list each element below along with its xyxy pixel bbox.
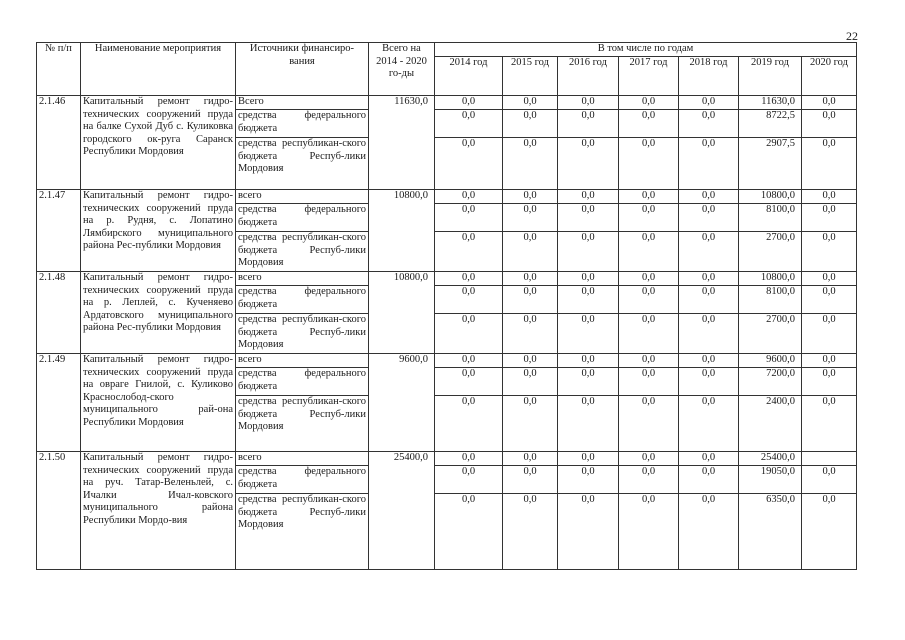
year-value: 0,0	[802, 96, 857, 110]
year-value: 0,0	[802, 368, 857, 396]
year-value: 0,0	[802, 466, 857, 494]
year-value: 2907,5	[739, 138, 802, 190]
year-value: 0,0	[802, 138, 857, 190]
year-value: 0,0	[435, 110, 503, 138]
year-value: 0,0	[679, 286, 739, 314]
header-name: Наименование мероприятия	[81, 43, 236, 96]
funding-source: средства республикан-ского бюджета Респуб-лики Мордовия	[236, 314, 369, 354]
year-value: 0,0	[802, 110, 857, 138]
year-value: 0,0	[679, 452, 739, 466]
year-value: 0,0	[619, 232, 679, 272]
year-value: 0,0	[558, 190, 619, 204]
funding-source: средства федерального бюджета	[236, 466, 369, 494]
year-value: 0,0	[435, 138, 503, 190]
funding-source: всего	[236, 272, 369, 286]
year-value: 0,0	[558, 494, 619, 570]
funding-source: всего	[236, 354, 369, 368]
year-value: 0,0	[435, 204, 503, 232]
year-value: 0,0	[503, 138, 558, 190]
year-value: 0,0	[503, 368, 558, 396]
header-total: Всего на 2014 - 2020 го-ды	[369, 43, 435, 96]
row-number: 2.1.47	[37, 190, 81, 272]
table-row	[37, 190, 857, 204]
year-value: 0,0	[802, 190, 857, 204]
measure-name: Капитальный ремонт гидро-технических сооружений пруда на р. Рудня, с. Лопатино Лямбирского муниципального района Рес-публики Мордовия	[81, 190, 236, 272]
year-value: 0,0	[435, 466, 503, 494]
header-num: № п/п	[37, 43, 81, 96]
year-value: 8100,0	[739, 204, 802, 232]
year-value: 2700,0	[739, 314, 802, 354]
year-value: 0,0	[435, 452, 503, 466]
funding-source: средства федерального бюджета	[236, 204, 369, 232]
year-value: 0,0	[679, 138, 739, 190]
year-value: 9600,0	[739, 354, 802, 368]
year-value: 0,0	[619, 110, 679, 138]
year-value: 0,0	[435, 314, 503, 354]
year-value: 0,0	[558, 96, 619, 110]
total-value: 11630,0	[369, 96, 435, 190]
year-value: 0,0	[679, 272, 739, 286]
year-value: 0,0	[503, 190, 558, 204]
year-value: 0,0	[503, 286, 558, 314]
year-value: 0,0	[503, 452, 558, 466]
year-value: 0,0	[558, 396, 619, 452]
year-value: 0,0	[503, 466, 558, 494]
header-year: 2017 год	[619, 56, 679, 95]
table-row	[37, 272, 857, 286]
year-value: 0,0	[619, 314, 679, 354]
header-source: Источники финансиро-вания	[236, 43, 369, 96]
header-year: 2018 год	[679, 56, 739, 95]
year-value: 0,0	[558, 286, 619, 314]
year-value: 0,0	[679, 368, 739, 396]
year-value: 0,0	[619, 396, 679, 452]
year-value: 0,0	[558, 272, 619, 286]
measure-name: Капитальный ремонт гидро-технических сооружений пруда на р. Леплей, с. Кученяево Ардатовского муниципального района Рес-публики Мордовия	[81, 272, 236, 354]
year-value: 0,0	[503, 272, 558, 286]
funding-source: средства федерального бюджета	[236, 286, 369, 314]
funding-source: всего	[236, 452, 369, 466]
year-value: 0,0	[503, 354, 558, 368]
year-value: 0,0	[679, 314, 739, 354]
year-value: 0,0	[619, 368, 679, 396]
year-value: 0,0	[435, 368, 503, 396]
year-value: 0,0	[435, 272, 503, 286]
year-value: 0,0	[619, 286, 679, 314]
row-number: 2.1.50	[37, 452, 81, 570]
year-value: 8722,5	[739, 110, 802, 138]
year-value	[802, 452, 857, 466]
year-value: 25400,0	[739, 452, 802, 466]
year-value: 0,0	[679, 354, 739, 368]
year-value: 0,0	[619, 272, 679, 286]
row-number: 2.1.48	[37, 272, 81, 354]
year-value: 0,0	[802, 396, 857, 452]
year-value: 0,0	[802, 286, 857, 314]
measure-name: Капитальный ремонт гидро-технических сооружений пруда на балке Сухой Дуб с. Куликовка городского ок-руга Саранск Республики Мордовия	[81, 96, 236, 190]
year-value: 0,0	[558, 204, 619, 232]
year-value: 0,0	[619, 354, 679, 368]
year-value: 0,0	[619, 190, 679, 204]
year-value: 0,0	[435, 190, 503, 204]
year-value: 0,0	[679, 494, 739, 570]
year-value: 0,0	[619, 452, 679, 466]
year-value: 0,0	[503, 494, 558, 570]
year-value: 0,0	[503, 314, 558, 354]
year-value: 0,0	[435, 354, 503, 368]
funding-source: средства республикан-ского бюджета Респуб-лики Мордовия	[236, 232, 369, 272]
year-value: 11630,0	[739, 96, 802, 110]
year-value: 0,0	[435, 494, 503, 570]
year-value: 0,0	[802, 204, 857, 232]
funding-source: средства республикан-ского бюджета Респуб-лики Мордовия	[236, 138, 369, 190]
year-value: 10800,0	[739, 190, 802, 204]
year-value: 0,0	[503, 396, 558, 452]
year-value: 10800,0	[739, 272, 802, 286]
year-value: 8100,0	[739, 286, 802, 314]
year-value: 0,0	[558, 314, 619, 354]
year-value: 0,0	[435, 396, 503, 452]
funding-source: средства республикан-ского бюджета Респуб-лики Мордовия	[236, 494, 369, 570]
year-value: 0,0	[619, 466, 679, 494]
measure-name: Капитальный ремонт гидро-технических сооружений пруда на руч. Татар-Веленьлей, с. Ичалки Ичал-ковского муниципального района Республики Мордо-вия	[81, 452, 236, 570]
year-value: 0,0	[679, 466, 739, 494]
header-year: 2020 год	[802, 56, 857, 95]
table-body	[37, 96, 857, 570]
measures-table	[36, 42, 857, 570]
year-value: 0,0	[802, 354, 857, 368]
header-row-top	[37, 43, 857, 57]
table-row	[37, 452, 857, 466]
year-value: 0,0	[679, 396, 739, 452]
row-number: 2.1.46	[37, 96, 81, 190]
year-value: 7200,0	[739, 368, 802, 396]
page-number: 22	[846, 29, 858, 43]
year-value: 0,0	[679, 190, 739, 204]
year-value: 0,0	[558, 138, 619, 190]
year-value: 0,0	[802, 272, 857, 286]
header-year: 2015 год	[503, 56, 558, 95]
total-value: 25400,0	[369, 452, 435, 570]
funding-source: средства республикан-ского бюджета Респуб-лики Мордовия	[236, 396, 369, 452]
funding-source: всего	[236, 190, 369, 204]
row-number: 2.1.49	[37, 354, 81, 452]
header-year: 2016 год	[558, 56, 619, 95]
year-value: 0,0	[503, 96, 558, 110]
total-value: 10800,0	[369, 272, 435, 354]
year-value: 0,0	[503, 204, 558, 232]
year-value: 0,0	[558, 354, 619, 368]
year-value: 0,0	[679, 204, 739, 232]
year-value: 2700,0	[739, 232, 802, 272]
year-value: 0,0	[619, 96, 679, 110]
year-value: 0,0	[558, 452, 619, 466]
year-value: 0,0	[802, 314, 857, 354]
year-value: 0,0	[679, 232, 739, 272]
year-value: 0,0	[558, 466, 619, 494]
year-value: 6350,0	[739, 494, 802, 570]
year-value: 0,0	[802, 232, 857, 272]
year-value: 0,0	[558, 368, 619, 396]
header-year: 2019 год	[739, 56, 802, 95]
year-value: 0,0	[679, 96, 739, 110]
year-value: 0,0	[619, 138, 679, 190]
year-value: 0,0	[558, 232, 619, 272]
funding-source: средства федерального бюджета	[236, 368, 369, 396]
funding-source: средства федерального бюджета	[236, 110, 369, 138]
year-value: 0,0	[435, 232, 503, 272]
year-value: 0,0	[503, 110, 558, 138]
header-years-group: В том числе по годам	[435, 43, 857, 57]
total-value: 10800,0	[369, 190, 435, 272]
table-row	[37, 354, 857, 368]
table-row	[37, 96, 857, 110]
year-value: 2400,0	[739, 396, 802, 452]
total-value: 9600,0	[369, 354, 435, 452]
year-value: 0,0	[679, 110, 739, 138]
year-value: 19050,0	[739, 466, 802, 494]
year-value: 0,0	[558, 110, 619, 138]
funding-source: Всего	[236, 96, 369, 110]
year-value: 0,0	[503, 232, 558, 272]
year-value: 0,0	[435, 286, 503, 314]
measure-name: Капитальный ремонт гидро-технических сооружений пруда на овраге Гнилой, с. Куликово Краснослобод-ского муниципального рай-она Республики Мордовия	[81, 354, 236, 452]
year-value: 0,0	[802, 494, 857, 570]
year-value: 0,0	[619, 494, 679, 570]
year-value: 0,0	[435, 96, 503, 110]
header-year: 2014 год	[435, 56, 503, 95]
year-value: 0,0	[619, 204, 679, 232]
